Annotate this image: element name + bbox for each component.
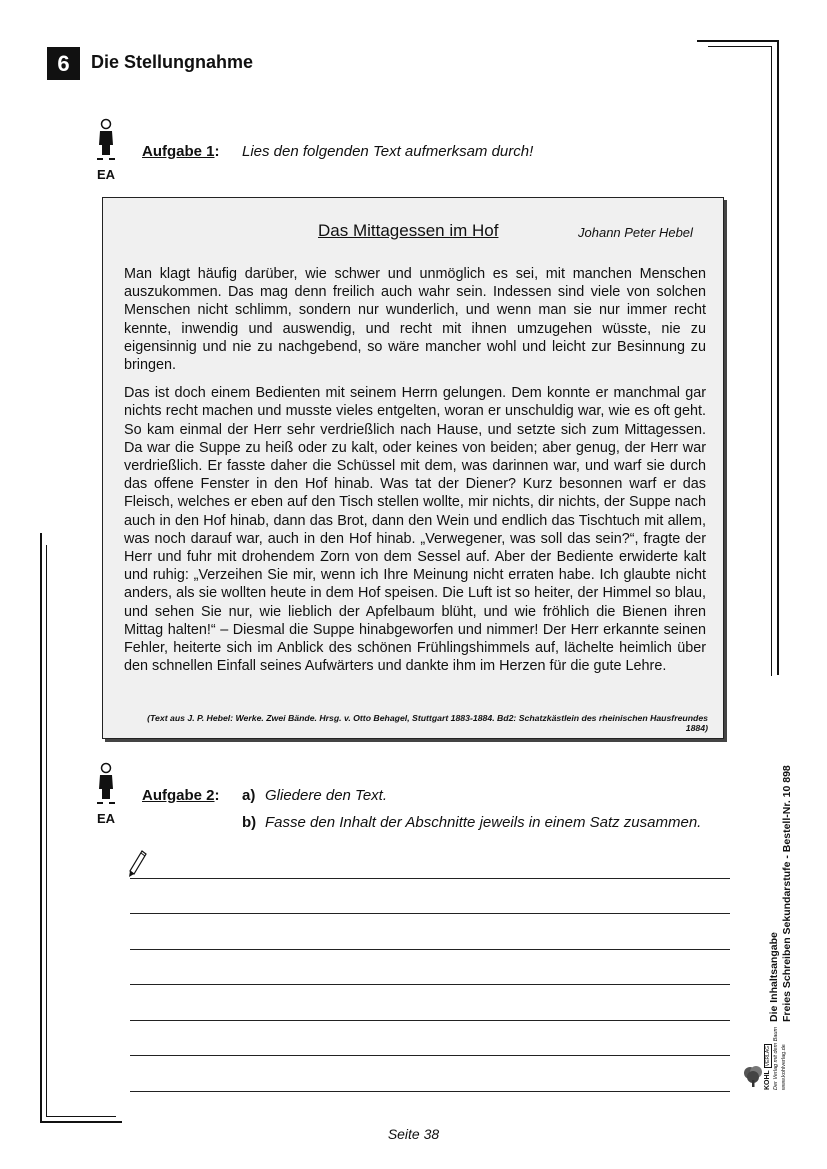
ea-label-task1: EA — [96, 167, 116, 182]
ea-label-task2: EA — [96, 811, 116, 826]
reading-title: Das Mittagessen im Hof — [318, 221, 499, 240]
person-icon — [94, 118, 118, 164]
answer-line[interactable] — [130, 1020, 730, 1021]
publisher-tag: VERLAG — [765, 1045, 771, 1067]
chapter-title: Die Stellungnahme — [91, 52, 254, 72]
task2-label-text: Aufgabe 2 — [142, 787, 215, 804]
publisher-logo — [742, 1020, 792, 1090]
reading-text — [124, 265, 706, 685]
side-info — [768, 732, 808, 1022]
answer-line[interactable] — [130, 878, 730, 879]
reading-author: Johann Peter Hebel — [578, 225, 693, 240]
frame-bottom-left-v2 — [46, 545, 47, 1117]
frame-top-right-v2 — [771, 46, 772, 676]
publisher-url: www.kohlverlag.de — [781, 1044, 787, 1090]
reading-paragraph-2: Das ist doch einem Bedienten mit seinem Herrn gelungen. Dem konnte er manchmal gar nichts recht machen und musste vieles entgelten, woran er unschuldig war, wie es oft geht. So kam einmal der Herr sehr verdrießlich nach Hause, und setzte sich zum Mittagessen. Da war die Suppe zu heiß oder zu kalt, oder keines von beiden; aber genug, der Herr war verdrießlich. Er fasste daher die Schüssel mit dem, was darinnen war, und warf sie durch das offene Fenster in den Hof hinab. Was tat der Diener? Kurz besonnen warf er das Fleisch, welches er eben auf den Tisch stellen wollte, mir nichts, dir nichts, der Suppe nach auch in den Hof hinab, dann das Brot, dann den Wein und endlich das Tischtuch mit allem, was noch darauf war, auch in den Hof hinab. „Verwegener, was soll das sein?“, fragte der Herr und fuhr mit drohendem Zorn von dem Sessel auf. Aber der Bediente erwiderte kalt und ruhig: „Verzeihen Sie mir, wenn ich Ihre Meinung nicht erraten habe. Ich glaubte nicht anders, als sie wollten heute in dem Hof speisen. Die Luft ist so heiter, der Himmel so blau, und sehen Sie nur, wie lieblich der Apfelbaum blüht, und wie fröhlich die Bienen ihren Mittag halten!“ – Diesmal die Suppe hinabgeworfen und nimmer! Der Herr erkannte seinen Fehler, heiterte sich im Anblick des schönen Frühlingshimmels auf, lächelte heimlich über den schnellen Einfall seines Aufwärters und dankte ihm im Herzen für die gute Lehre. — [124, 385, 706, 675]
side-line-1: Die Inhaltsangabe — [768, 932, 780, 1022]
frame-bottom-left-h2 — [46, 1116, 116, 1117]
frame-top-right-h2 — [708, 46, 772, 47]
frame-top-right-h1 — [697, 40, 779, 42]
answer-line[interactable] — [130, 1055, 730, 1056]
task2-item-b-text: Fasse den Inhalt der Abschnitte jeweils in einem Satz zusammen. — [265, 814, 702, 831]
ea-figure-task1 — [94, 118, 118, 182]
reading-source: (Text aus J. P. Hebel: Werke. Zwei Bände. Hrsg. v. Otto Behagel, Stuttgart 1883-1884. Bd2: Schatzkästlein des rheinischen Hausfreundes 1884) — [147, 713, 708, 733]
answer-line[interactable] — [130, 1091, 730, 1092]
publisher-slogan: Der Verlag mit dem Baum — [773, 1026, 779, 1090]
reading-paragraph-1: Man klagt häufig darüber, wie schwer und unmöglich es sei, mit manchen Menschen auszukommen. Das mag denn freilich auch wahr sein. Indessen sind viele von solchen Menschen nicht schlimm, sondern nur wunderlich, und wenn man sie nur immer recht kennte, inwendig und auswendig, und recht mit ihnen umzugehen wüsste, nie zu eigensinnig und nie zu nachgebend, so wäre mancher wohl und leicht zur Besinnung zu bringen. — [124, 266, 706, 374]
chapter-number: 6 — [47, 47, 80, 80]
frame-bottom-left-h1 — [40, 1121, 122, 1123]
answer-line[interactable] — [130, 913, 730, 914]
tree-icon — [742, 1064, 764, 1088]
task1-label — [142, 143, 220, 160]
person-icon — [94, 762, 118, 808]
task2-item-a-marker: a) — [242, 787, 256, 804]
task1-label-colon: : — [214, 143, 220, 160]
publisher-name: KOHL — [764, 1070, 771, 1090]
task2-label-colon: : — [214, 787, 220, 804]
task2-label — [142, 787, 220, 804]
task2-item-b-marker: b) — [242, 814, 257, 831]
side-line-2: Freies Schreiben Sekundarstufe - Bestell-Nr. 10 898 — [781, 765, 793, 1022]
page-number: Seite 38 — [387, 1126, 440, 1142]
ea-figure-task2 — [94, 762, 118, 826]
answer-line[interactable] — [130, 949, 730, 950]
answer-line[interactable] — [130, 984, 730, 985]
frame-top-right-v1 — [777, 40, 779, 675]
frame-bottom-left-v1 — [40, 533, 42, 1123]
task2-item-a-text: Gliedere den Text. — [265, 787, 388, 804]
task1-label-text: Aufgabe 1 — [142, 143, 215, 160]
task1-text: Lies den folgenden Text aufmerksam durch! — [242, 143, 534, 160]
